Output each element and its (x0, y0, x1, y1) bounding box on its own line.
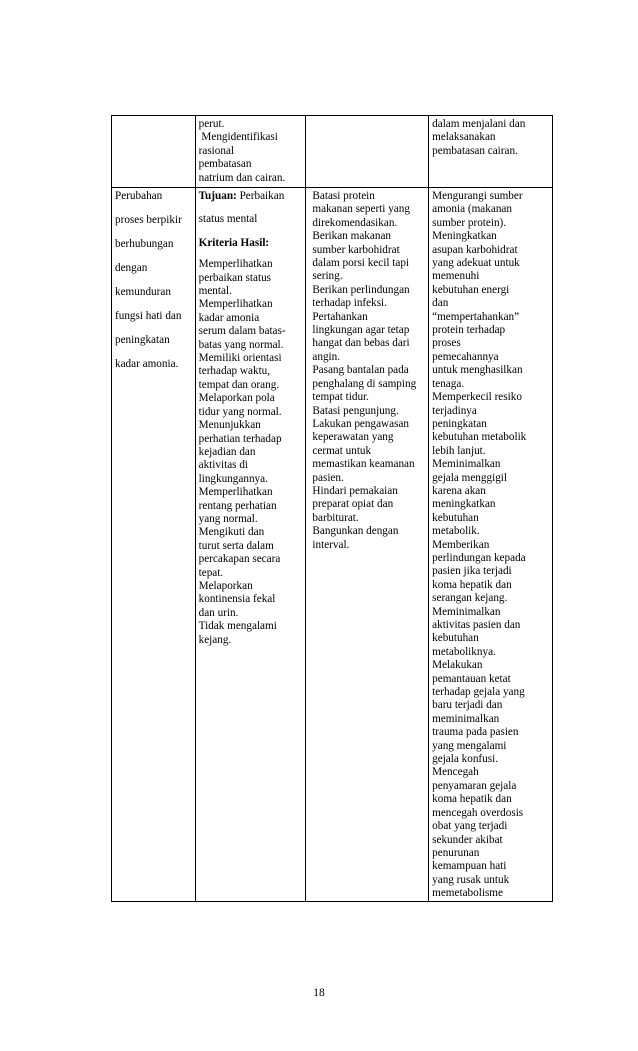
kriteria-line: aktivitas di (198, 459, 249, 472)
kriteria-line: kejadian dan (198, 445, 256, 458)
kriteria-line: tempat dan orang. (198, 378, 280, 391)
intervensi-line: terhadap infeksi. (312, 297, 387, 310)
diagnosis-line: fungsi hati dan (115, 310, 182, 322)
rasional-line: gejala konfusi. (432, 753, 499, 766)
kriteria-line: Melaporkan (198, 579, 253, 592)
intervensi-line: memastikan keamanan (312, 458, 415, 471)
intervensi-line: dalam porsi kecil tapi (312, 257, 410, 270)
rasional-line: tenaga. (432, 377, 465, 390)
kriteria-line: Memperlihatkan (198, 298, 273, 311)
rasional-line: koma hepatik dan (432, 578, 512, 591)
kriteria-line: lingkungannya. (198, 472, 268, 485)
intervensi-line: preparat opiat dan (312, 498, 394, 511)
rasional-line: memenuhi (432, 270, 480, 283)
page-number: 18 (313, 987, 325, 999)
kriteria-line: mental. (198, 285, 232, 298)
rasional-line: karena akan (432, 484, 486, 497)
cont-line: melaksanakan (432, 131, 496, 144)
rasional-line: serangan kejang. (432, 592, 508, 605)
cont-cell-tujuan (195, 116, 306, 188)
rasional-line: Meminimalkan (432, 605, 501, 618)
rasional-line: koma hepatik dan (432, 793, 512, 806)
intervensi-line: Bangunkan dengan (312, 525, 399, 538)
intervensi-line: Pertahankan (312, 310, 368, 323)
intervensi-line: Berikan perlindungan (312, 283, 410, 296)
rasional-line: lebih lanjut. (432, 444, 486, 457)
intervensi-line: penghalang di samping (312, 377, 417, 390)
rasional-line: kebutuhan energi (432, 283, 510, 296)
rasional-line: peningkatan (432, 417, 487, 430)
rasional-line: dan (432, 297, 449, 310)
kriteria-line: batas yang normal. (198, 338, 284, 351)
diagnosis-cell (112, 188, 196, 902)
rasional-line: Mencegah (432, 766, 479, 779)
intervensi-line: Berikan makanan (312, 230, 391, 243)
kriteria-line: rentang perhatian (198, 499, 277, 512)
rasional-line: pemantauan ketat (432, 672, 511, 685)
rasional-line: metaboliknya. (432, 645, 496, 658)
rasional-line: metabolik. (432, 525, 480, 538)
rasional-line: baru terjadi dan (432, 699, 503, 712)
cont-line: pembatasan (198, 158, 252, 171)
rasional-line: amonia (makanan (432, 203, 512, 216)
kriteria-line: tepat. (198, 566, 224, 579)
rasional-list (432, 190, 549, 901)
kriteria-line: Mengikuti dan (198, 526, 265, 539)
rasional-line: obat yang terjadi (432, 820, 508, 833)
intervensi-list (309, 190, 425, 552)
intervensi-line: sering. (312, 270, 343, 283)
tujuan-line (199, 190, 303, 203)
cont-line: pembatasan cairan. (432, 144, 518, 157)
rasional-line: Memperkecil resiko (432, 391, 522, 404)
rasional-line: gejala menggigil (432, 471, 508, 484)
rasional-line: aktivitas pasien dan (432, 619, 521, 631)
kriteria-line: Menunjukkan (198, 419, 261, 432)
intervensi-line: barbiturat. (312, 511, 359, 524)
rasional-line: proses (432, 337, 461, 350)
kriteria-line: serum dalam batas- (198, 325, 286, 338)
rasional-line: meminimalkan (432, 712, 500, 725)
tujuan-rest: status mental (198, 213, 258, 226)
rasional-line: kemampuan hati (432, 860, 507, 873)
intervensi-line: sumber karbohidrat (312, 243, 400, 256)
intervensi-line: cermat untuk (312, 444, 372, 457)
cont-line: perut. (198, 118, 225, 130)
kriteria-line: terhadap waktu, (198, 365, 271, 378)
rasional-line: yang mengalami (432, 739, 507, 752)
rasional-line: kebutuhan (432, 511, 479, 524)
rasional-line: untuk menghasilkan (432, 364, 523, 377)
intervensi-line: Batasi protein (312, 190, 375, 202)
kriteria-list (199, 258, 303, 647)
rasional-line: Melakukan (432, 659, 483, 672)
continuation-row (112, 116, 553, 188)
tujuan-text: Perbaikan (236, 190, 285, 202)
intervensi-line: Lakukan pengawasan (312, 417, 410, 430)
rasional-line: kebutuhan (432, 632, 479, 645)
cont-line: natrium dan cairan. (198, 171, 286, 184)
kriteria-line: dan urin. (198, 606, 239, 619)
rasional-line: meningkatkan (432, 498, 496, 511)
kriteria-line: kejang. (198, 633, 232, 646)
rasional-line: pemecahannya (432, 350, 499, 363)
rasional-line: kebutuhan metabolik (432, 431, 527, 444)
kriteria-line: Melaporkan pola (198, 392, 275, 405)
diagnosis-row (112, 188, 553, 902)
rasional-line: sumber protein). (432, 216, 507, 229)
diagnosis-line: Perubahan (115, 190, 163, 202)
rasional-line: Mengurangi sumber (432, 190, 523, 202)
kriteria-line: Memperlihatkan (198, 258, 273, 271)
kriteria-line: yang normal. (198, 512, 258, 525)
intervensi-line: lingkungan agar tetap (312, 324, 410, 337)
rasional-line: sekunder akibat (432, 833, 503, 846)
intervensi-line: tempat tidur. (312, 391, 369, 404)
rasional-line: penyamaran gejala (432, 779, 517, 792)
kriteria-heading (199, 237, 303, 250)
intervensi-line: Hindari pemakaian (312, 484, 398, 497)
intervensi-cell (306, 188, 429, 902)
intervensi-line: Pasang bantalan pada (312, 364, 409, 377)
rasional-line: yang adekuat untuk (432, 257, 520, 270)
intervensi-line: interval. (312, 538, 350, 551)
cont-cell-diagnosis (112, 116, 196, 188)
rasional-line: penurunan (432, 846, 480, 859)
kriteria-line: Tidak mengalami (198, 620, 277, 633)
rasional-line: Memberikan (432, 538, 490, 551)
diagnosis-line: peningkatan (115, 334, 170, 346)
kriteria-line: Memiliki orientasi (198, 352, 282, 365)
intervensi-line: keperawatan yang (312, 431, 394, 444)
kriteria-line: percakapan secara (198, 553, 281, 566)
diagnosis-line: proses berpikir (115, 214, 182, 226)
intervensi-line: pasien. (312, 471, 344, 484)
kriteria-line: kontinensia fekal (198, 593, 276, 606)
cont-cell-intervensi (306, 116, 429, 188)
diagnosis-line: kadar amonia. (115, 358, 179, 370)
rasional-line: yang rusak untuk (432, 873, 510, 886)
kriteria-line: perhatian terhadap (198, 432, 282, 445)
rasional-line: perlindungan kepada (432, 551, 526, 564)
cont-line: rasional (198, 144, 235, 157)
rasional-line: pasien jika terjadi (432, 565, 512, 578)
rasional-line: memetabolisme (432, 887, 503, 900)
rasional-line: protein terhadap (432, 324, 506, 337)
rasional-line: terhadap gejala yang (432, 686, 525, 699)
intervensi-line: hangat dan bebas dari (312, 337, 410, 350)
cont-line: dalam menjalani dan (432, 118, 526, 130)
cont-line: Mengidentifikasi (198, 131, 278, 144)
kriteria-line: turut serta dalam (198, 539, 274, 552)
cont-cell-rasional (429, 116, 553, 188)
tujuan-label: Tujuan: (198, 190, 237, 202)
rasional-line: “mempertahankan” (432, 310, 520, 323)
diagnosis-line: dengan (115, 262, 148, 274)
kriteria-line: kadar amonia (198, 311, 260, 324)
care-plan-table (111, 115, 553, 902)
intervensi-line: makanan seperti yang (312, 203, 410, 216)
intervensi-line: Batasi pengunjung. (312, 404, 399, 417)
diagnosis-line: berhubungan (115, 238, 174, 250)
kriteria-line: tidur yang normal. (198, 405, 282, 418)
intervensi-line: direkomendasikan. (312, 216, 398, 229)
kriteria-line: perbaikan status (198, 271, 272, 284)
rasional-line: trauma pada pasien (432, 726, 519, 739)
diagnosis-line: kemunduran (115, 286, 171, 298)
rasional-line: Meminimalkan (432, 458, 501, 471)
rasional-line: Meningkatkan (432, 230, 497, 243)
rasional-cell (429, 188, 553, 902)
tujuan-cell (195, 188, 306, 902)
intervensi-line: angin. (312, 350, 341, 363)
rasional-line: asupan karbohidrat (432, 243, 518, 256)
kriteria-line: Memperlihatkan (198, 486, 273, 499)
kriteria-label: Kriteria Hasil: (198, 236, 270, 249)
rasional-line: mencegah overdosis (432, 806, 524, 819)
rasional-line: terjadinya (432, 404, 477, 417)
